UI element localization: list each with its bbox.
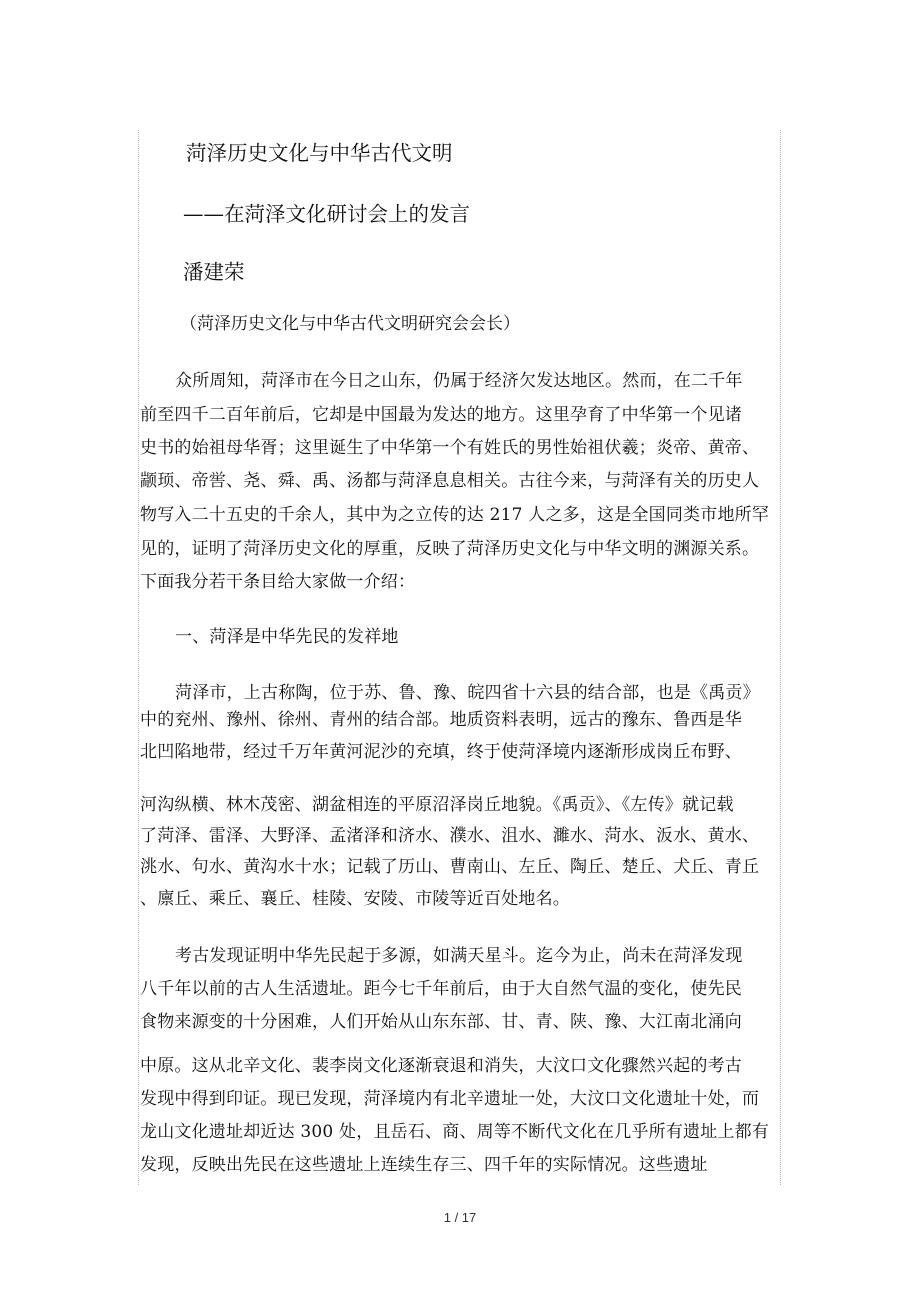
paragraph-2-line: 菏泽市，上古称陶，位于苏、鲁、豫、皖四省十六县的结合部，也是《禹贡》 (175, 683, 760, 703)
paragraph-1-line: 下面我分若干条目给大家做一介绍： (140, 572, 416, 592)
document-title: 菏泽历史文化与中华古代文明 (186, 141, 453, 165)
paragraph-2-line: 北凹陷地带，经过千万年黄河泥沙的充填，终于使菏泽境内逐渐形成岗丘布野、 (140, 742, 742, 762)
document-subtitle: ——在菏泽文化研讨会上的发言 (183, 202, 470, 226)
paragraph-1-line: 史书的始祖母华胥；这里诞生了中华第一个有姓氏的男性始祖伏羲；炎帝、黄帝、 (140, 438, 760, 458)
paragraph-3-line: 发现，反映出先民在这些遗址上连续生存三、四千年的实际情况。这些遗址 (140, 1155, 708, 1175)
paragraph-1-line: 颛顼、帝喾、尧、舜、禹、汤都与菏泽息息相关。古往今来，与菏泽有关的历史人 (140, 471, 760, 491)
paragraph-3-line: 考古发现证明中华先民起于多源，如满天星斗。迄今为止，尚未在菏泽发现 (175, 946, 743, 966)
paragraph-3-line: 发现中得到印证。现已发现，菏泽境内有北辛遗址一处，大汶口文化遗址十处，而 (140, 1089, 760, 1109)
page-frame-left (138, 130, 139, 1185)
paragraph-1-line: 众所周知，菏泽市在今日之山东，仍属于经济欠发达地区。然而，在二千年 (175, 371, 743, 391)
paragraph-2-line: 中的兖州、豫州、徐州、青州的结合部。地质资料表明，远古的豫东、鲁西是华 (140, 710, 742, 730)
paragraph-1-line: 前至四千二百年前后，它却是中国最为发达的地方。这里孕育了中华第一个见诸 (140, 405, 742, 425)
paragraph-1-line: 物写入二十五史的千余人，其中为之立传的达 217 人之多，这是全国同类市地所罕 (140, 505, 770, 525)
paragraph-2-line: 洮水、句水、黄沟水十水；记载了历山、曹南山、左丘、陶丘、楚丘、犬丘、青丘 (140, 857, 760, 877)
paragraph-3-line: 中原。这从北辛文化、裴李岗文化逐渐衰退和消失，大汶口文化骤然兴起的考古 (140, 1056, 742, 1076)
author-affiliation: （菏泽历史文化与中华古代文明研究会会长） (180, 314, 520, 334)
paragraph-2-line: 了菏泽、雷泽、大野泽、孟渚泽和济水、濮水、沮水、濉水、菏水、汳水、黄水、 (140, 826, 760, 846)
page-frame-right (780, 130, 781, 1185)
paragraph-3-line: 食物来源变的十分困难，人们开始从山东东部、甘、青、陕、豫、大江南北涌向 (140, 1012, 742, 1032)
paragraph-3-line: 龙山文化遗址却近达 300 处，且岳石、商、周等不断代文化在几乎所有遗址上都有 (140, 1122, 770, 1142)
section-heading-1: 一、菏泽是中华先民的发祥地 (175, 627, 399, 647)
paragraph-2-line: 、廪丘、乘丘、襄丘、桂陵、安陵、市陵等近百处地名。 (140, 889, 570, 909)
author-name: 潘建荣 (183, 260, 245, 284)
page-number: 1 / 17 (443, 1210, 477, 1225)
paragraph-3-line: 八千年以前的古人生活遗址。距今七千年前后，由于大自然气温的变化，使先民 (140, 979, 742, 999)
paragraph-2-line: 河沟纵横、林木茂密、湖盆相连的平原沼泽岗丘地貌。《禹贡》、《左传》就记载 (140, 795, 734, 815)
paragraph-1-line: 见的，证明了菏泽历史文化的厚重，反映了菏泽历史文化与中华文明的渊源关系。 (140, 539, 760, 559)
